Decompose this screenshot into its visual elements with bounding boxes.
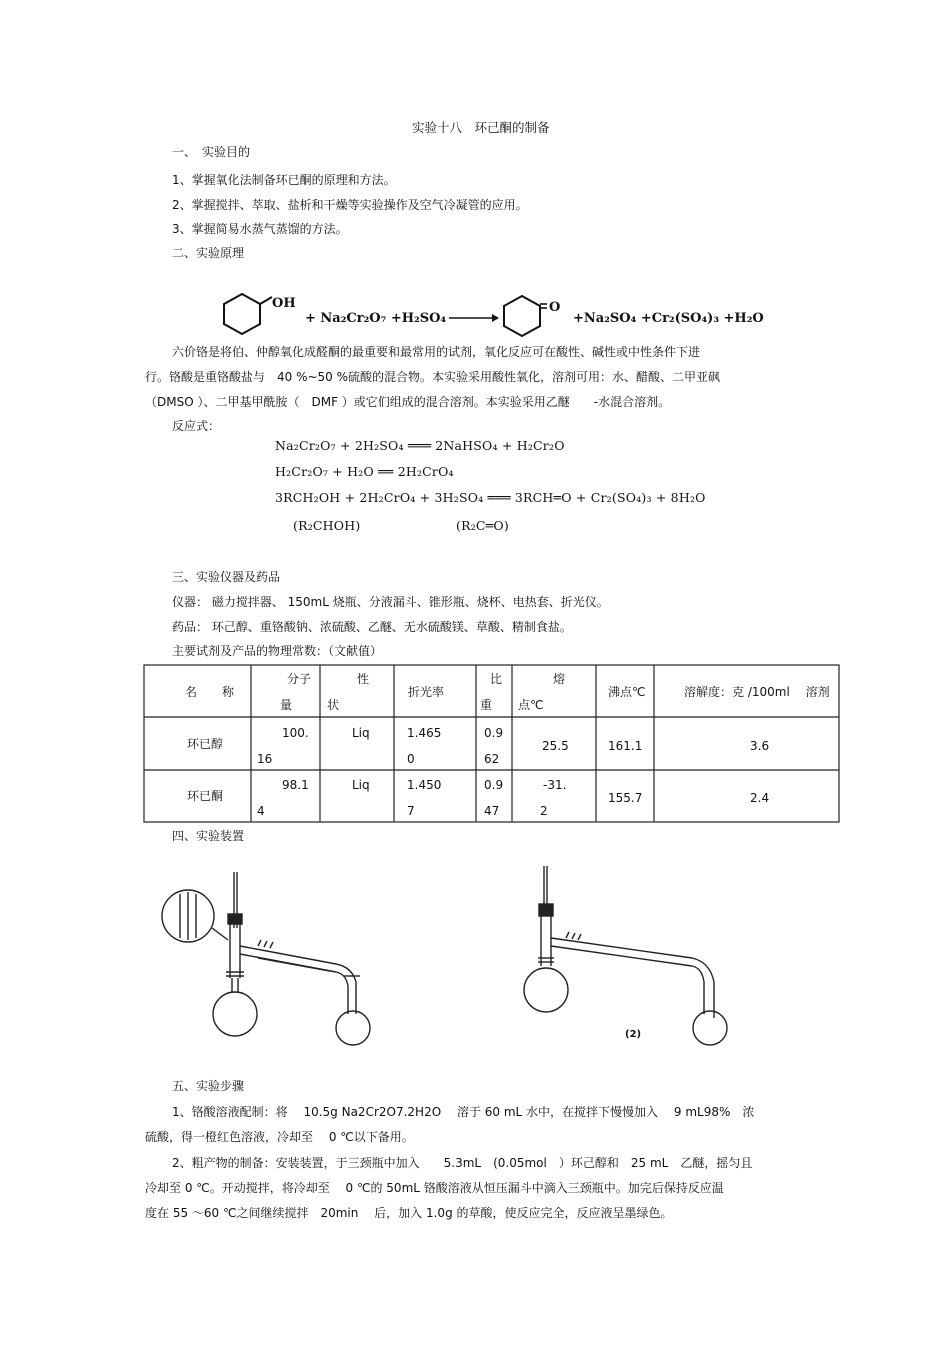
reaction-label: 反应式： xyxy=(172,419,221,433)
procedure-line: 度在 55 ～60 ℃之间继续搅拌 20min 后，加入 1.0g 的草酸，使反应完全，反应液呈墨绿色。 xyxy=(145,1206,673,1220)
reaction-equation: Na₂Cr₂O₇ + 2H₂SO₄ ═══ 2NaHSO₄ + H₂Cr₂O xyxy=(275,438,565,453)
table-cell-mw: 4 xyxy=(257,804,265,818)
table-cell-name: 环已酮 xyxy=(187,789,224,803)
principle-line: 六价铬是将伯、仲醇氧化成醛酮的最重要和最常用的试剂，氧化反应可在酸性、碱性或中性条件下进 xyxy=(172,345,701,359)
header-name: 名 xyxy=(185,685,198,699)
reaction-equation: 3RCH₂OH + 2H₂CrO₄ + 3H₂SO₄ ═══ 3RCH═O + Cr₂(SO₄)₃ + 8H₂O xyxy=(275,490,706,505)
table-cell-mw: 98.1 xyxy=(282,778,309,792)
distillation-apparatus-figure-2 xyxy=(520,866,750,1046)
header-density: 重 xyxy=(480,698,493,712)
table-cell-density: 0.9 xyxy=(484,778,504,792)
reaction-note: (R₂CHOH) xyxy=(293,518,361,533)
table-cell-melting-point: 25.5 xyxy=(542,739,569,753)
table-cell-boiling-point: 161.1 xyxy=(608,739,643,753)
section-heading-instruments: 三、实验仪器及药品 xyxy=(172,570,281,584)
table-cell-density: 0.9 xyxy=(484,726,504,740)
header-melting-point: 熔 xyxy=(553,672,566,686)
table-cell-density: 62 xyxy=(484,752,500,766)
header-refractive: 折光率 xyxy=(408,685,445,699)
header-melting-point: 点℃ xyxy=(518,698,544,712)
principle-line: 行。铬酸是重铬酸盐与 40 %~50 %硫酸的混合物。本实验采用酸性氧化，溶剂可用：水、醋酸、二甲亚砜 xyxy=(145,370,721,384)
cyclohexanone-o: O xyxy=(549,300,561,315)
cyclohexanol-oh: OH xyxy=(272,296,296,311)
principle-line: （DMSO ）、二甲基甲酰胺（ DMF ）或它们组成的混合溶剂。本实验采用乙醚 -水混合溶剂。 xyxy=(145,395,671,409)
table-cell-solubility: 2.4 xyxy=(750,791,770,805)
table-cell-mw: 100. xyxy=(282,726,309,740)
table-cell-mw: 16 xyxy=(257,752,273,766)
section-heading-principle: 二、实验原理 xyxy=(172,246,245,260)
distillation-apparatus-figure-1 xyxy=(160,868,390,1053)
table-cell-refractive: 0 xyxy=(407,752,415,766)
header-state: 状 xyxy=(327,698,340,712)
procedure-line: 冷却至 0 ℃。开动搅拌，将冷却至 0 ℃的 50mL 铬酸溶液从恒压漏斗中滴入三颈瓶中。加完后保持反应温 xyxy=(145,1181,724,1195)
reaction-equation: H₂Cr₂O₇ + H₂O ══ 2H₂CrO₄ xyxy=(275,464,454,479)
objective-item: 3、掌握简易水蒸气蒸馏的方法。 xyxy=(172,222,348,236)
procedure-line: 2、粗产物的制备：安装装置，于三颈瓶中加入 5.3mL (0.05mol ）环己醇和 25 mL 乙醚，摇匀且 xyxy=(172,1156,753,1170)
header-density: 比 xyxy=(490,672,503,686)
header-mw: 量 xyxy=(280,698,293,712)
header-boiling-point: 沸点℃ xyxy=(608,685,646,699)
table-cell-state: Liq xyxy=(352,726,370,740)
constants-caption: 主要试剂及产品的物理常数：（文献值） xyxy=(172,644,383,658)
products-text: +Na₂SO₄ +Cr₂(SO₄)₃ +H₂O xyxy=(573,311,764,326)
instruments-line: 仪器： 磁力搅拌器、 150mL 烧瓶、分液漏斗、锥形瓶、烧杯、电热套、折光仪。 xyxy=(172,595,609,609)
table-cell-refractive: 1.450 xyxy=(407,778,442,792)
apparatus-figure-label: (2) xyxy=(625,1029,642,1040)
reaction-note: (R₂C═O) xyxy=(456,518,509,533)
header-mw: 分子 xyxy=(287,672,312,686)
procedure-line: 硫酸，得一橙红色溶液，冷却至 0 ℃以下备用。 xyxy=(145,1130,414,1144)
objective-item: 1、掌握氧化法制备环已酮的原理和方法。 xyxy=(172,173,396,187)
table-cell-density: 47 xyxy=(484,804,500,818)
page-title: 实验十八 环己酮的制备 xyxy=(412,120,550,135)
section-heading-apparatus: 四、实验装置 xyxy=(172,829,245,843)
section-heading-procedure: 五、实验步骤 xyxy=(172,1079,245,1093)
table-cell-name: 环已醇 xyxy=(187,737,224,751)
procedure-line: 1、铬酸溶液配制：将 10.5g Na2Cr2O7.2H2O 溶于 60 mL 水中，在搅拌下慢慢加入 9 mL98% 浓 xyxy=(172,1105,755,1119)
header-name: 称 xyxy=(222,685,235,699)
table-cell-refractive: 7 xyxy=(407,804,415,818)
table-cell-solubility: 3.6 xyxy=(750,739,770,753)
chemicals-line: 药品： 环己醇、重铬酸钠、浓硫酸、乙醚、无水硫酸镁、草酸、精制食盐。 xyxy=(172,620,572,634)
reagents-text: + Na₂Cr₂O₇ +H₂SO₄ xyxy=(305,311,447,326)
header-solubility: 溶解度：克 /100ml 溶剂 xyxy=(684,685,830,699)
table-cell-state: Liq xyxy=(352,778,370,792)
table-cell-refractive: 1.465 xyxy=(407,726,442,740)
section-heading-objectives: 一、 实验目的 xyxy=(172,145,251,159)
header-state: 性 xyxy=(357,672,370,686)
table-cell-boiling-point: 155.7 xyxy=(608,791,643,805)
table-cell-melting-point: -31. xyxy=(543,778,567,792)
table-cell-melting-point: 2 xyxy=(540,804,548,818)
objective-item: 2、掌握搅拌、萃取、盐析和干燥等实验操作及空气冷凝管的应用。 xyxy=(172,198,528,212)
